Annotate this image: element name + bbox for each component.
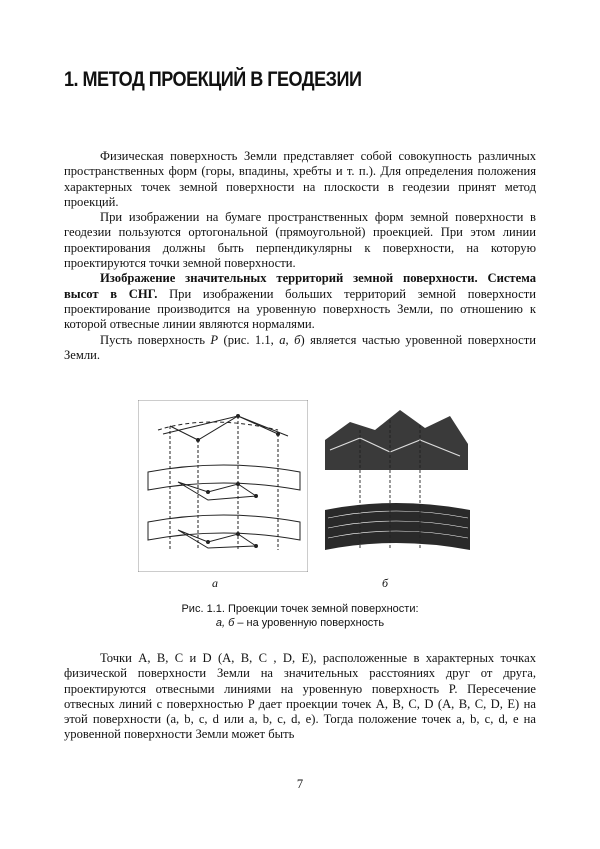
paragraph-4-part: (рис. 1.1, (218, 332, 280, 347)
caption-line-1: Рис. 1.1. Проекции точек земной поверхности: (181, 603, 419, 615)
caption-ab: а, б (215, 617, 235, 629)
paragraph-4-var: P (210, 332, 219, 347)
paragraph-4 (64, 333, 536, 364)
paragraph-4-part: , (285, 332, 295, 347)
paragraph-4-part: ) является частью уровенной поверхности Земли. (64, 332, 537, 362)
body-text-top (64, 149, 536, 363)
figure-caption (64, 602, 536, 630)
paragraph-3-rest: При изображении больших территорий земной поверхности проектирование производится на уровенную поверхность Земли, по отношению к которой отвесные линии являются нормалями. (64, 286, 536, 332)
section-title: 1. МЕТОД ПРОЕКЦИЙ В ГЕОДЕЗИИ (64, 68, 362, 91)
paragraph-4-var: а (279, 332, 286, 347)
paragraph-3 (64, 271, 536, 332)
paragraph-4-var: б (294, 332, 301, 347)
paragraph-3-bold: Изображение значительных территорий земной поверхности. Система высот в СНГ. (64, 271, 536, 301)
caption-rest: – на уровенную поверхность (234, 617, 385, 629)
figure-1-1 (130, 400, 470, 600)
paragraph-1: Физическая поверхность Земли представляет собой совокупность различных пространственных форм (горы, впадины, хребты и т. п.). Для определения положения характерных точек земной поверхности на плоскости в геодезии принят метод проекций. (64, 149, 536, 209)
body-text-bottom (64, 651, 536, 743)
paragraph-5: Точки A, B, C и D (A, B, C , D, E), расположенные в характерных точках физической поверхности Земли на значительных расстояниях друг от друга, проектируются отвесными линиями на уровенную поверхность P. Пересечение отвесных линий с поверхностью P дает проекции точек A, B, C, D (A, B, C, D, E) на этой поверхности (a, b, c, d или a, b, c, d, e). Тогда положение точек a, b, c, d, e на уровенной поверхности Земли может быть (64, 651, 536, 742)
figure-b-terrain (320, 400, 470, 572)
page-number: 7 (296, 777, 304, 791)
figure-b-label: б (382, 576, 389, 590)
paragraph-2: При изображении на бумаге пространственных форм земной поверхности в геодезии пользуются ортогональной (прямоугольной) проекцией. При этом линии проектирования должны быть перпендикулярны к поверхности, на которую проектируются точки земной поверхности. (64, 210, 536, 271)
figure-a-label: а (212, 576, 218, 590)
figure-a-diagram (138, 400, 308, 572)
paragraph-4-part: Пусть поверхность (100, 332, 211, 347)
